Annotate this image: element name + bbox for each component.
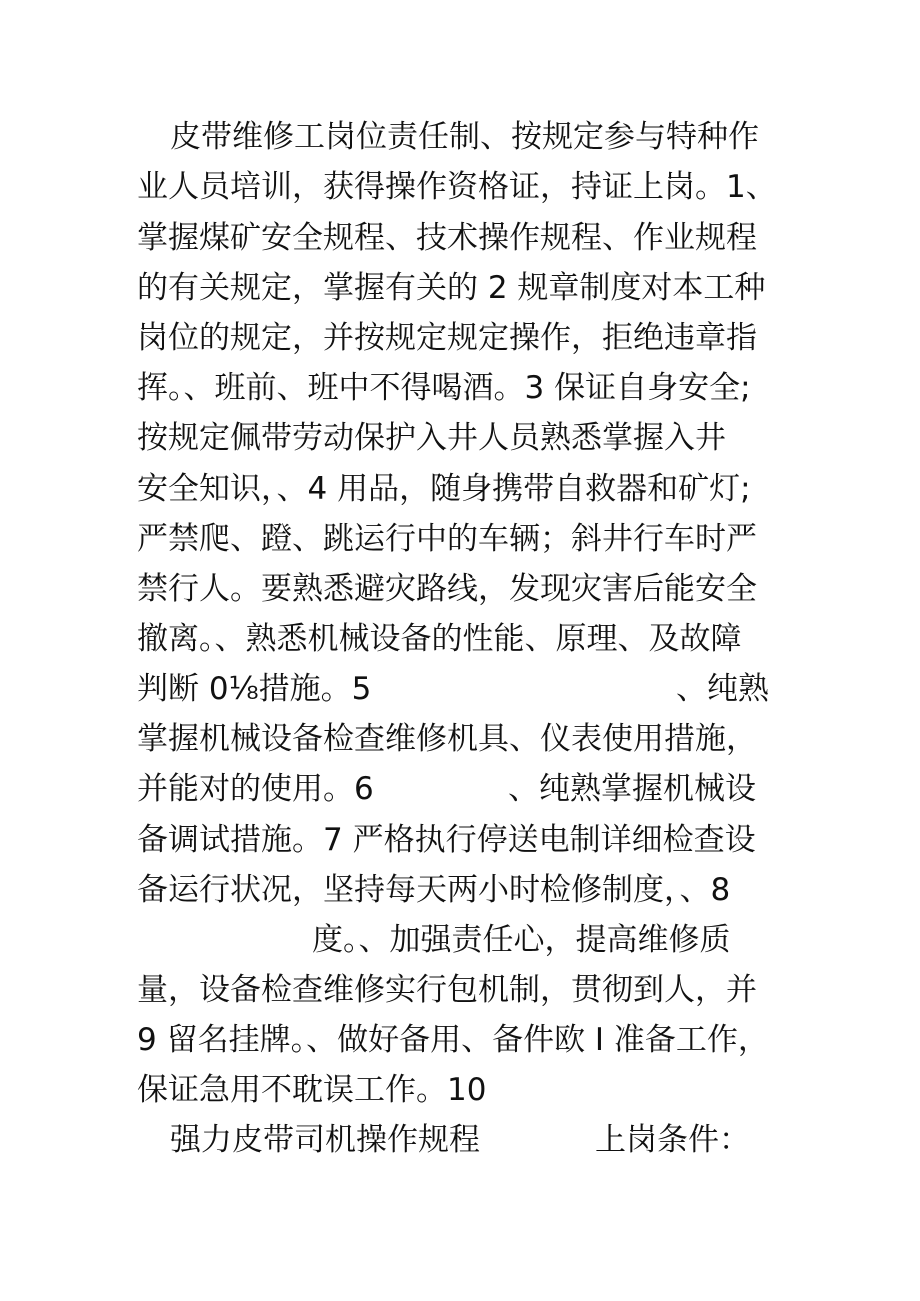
text-line: 保证急用不耽误工作。10 [137,1072,487,1108]
text-line: 挥。、班前、班中不得喝酒。3 保证自身安全; [137,370,751,406]
text-line: 量，设备检查维修实行包机制，贯彻到人，并 [137,972,757,1008]
text-line: 撤离。、熟悉机械设备的性能、原理、及故障 [137,621,742,657]
section-heading: 强力皮带司机操作规程 [170,1122,480,1158]
text-line: 9 留名挂牌。、做好备用、备件欧 I 准备工作， [137,1022,769,1058]
text-line: 度。、加强责任心，提高维修质 [312,922,731,958]
text-line: 、纯熟 [676,671,769,707]
text-line: 掌握煤矿安全规程、技术操作规程、作业规程 [137,220,757,256]
text-line: 禁行人。要熟悉避灾路线，发现灾害后能安全 [137,571,757,607]
text-line: 岗位的规定，并按规定规定操作，拒绝违章指 [137,320,757,356]
text-line: 按规定佩带劳动保护入井人员熟悉掌握入井 [137,420,726,456]
text-line: 备运行状况，坚持每天两小时检修制度，、8 [137,872,731,908]
text-line: 掌握机械设备检查维修机具、仪表使用措施， [137,721,757,757]
text-line: 、纯熟掌握机械设 [508,771,756,807]
text-line: 判断 0⅛措施。5 [137,671,372,707]
text-line: 备调试措施。7 严格执行停送电制详细检查设 [137,822,756,858]
text-line: 的有关规定，掌握有关的 2 规章制度对本工种 [137,270,766,306]
text-line: 严禁爬、蹬、跳运行中的车辆；斜井行车时严 [137,521,757,557]
text-line: 皮带维修工岗位责任制、按规定参与特种作 [170,119,759,155]
text-line: 安全知识，、4 用品，随身携带自救器和矿灯; [137,471,751,507]
section-subheading: 上岗条件： [595,1122,750,1158]
text-line: 并能对的使用。6 [137,771,374,807]
text-line: 业人员培训，获得操作资格证，持证上岗。1、 [137,169,777,205]
